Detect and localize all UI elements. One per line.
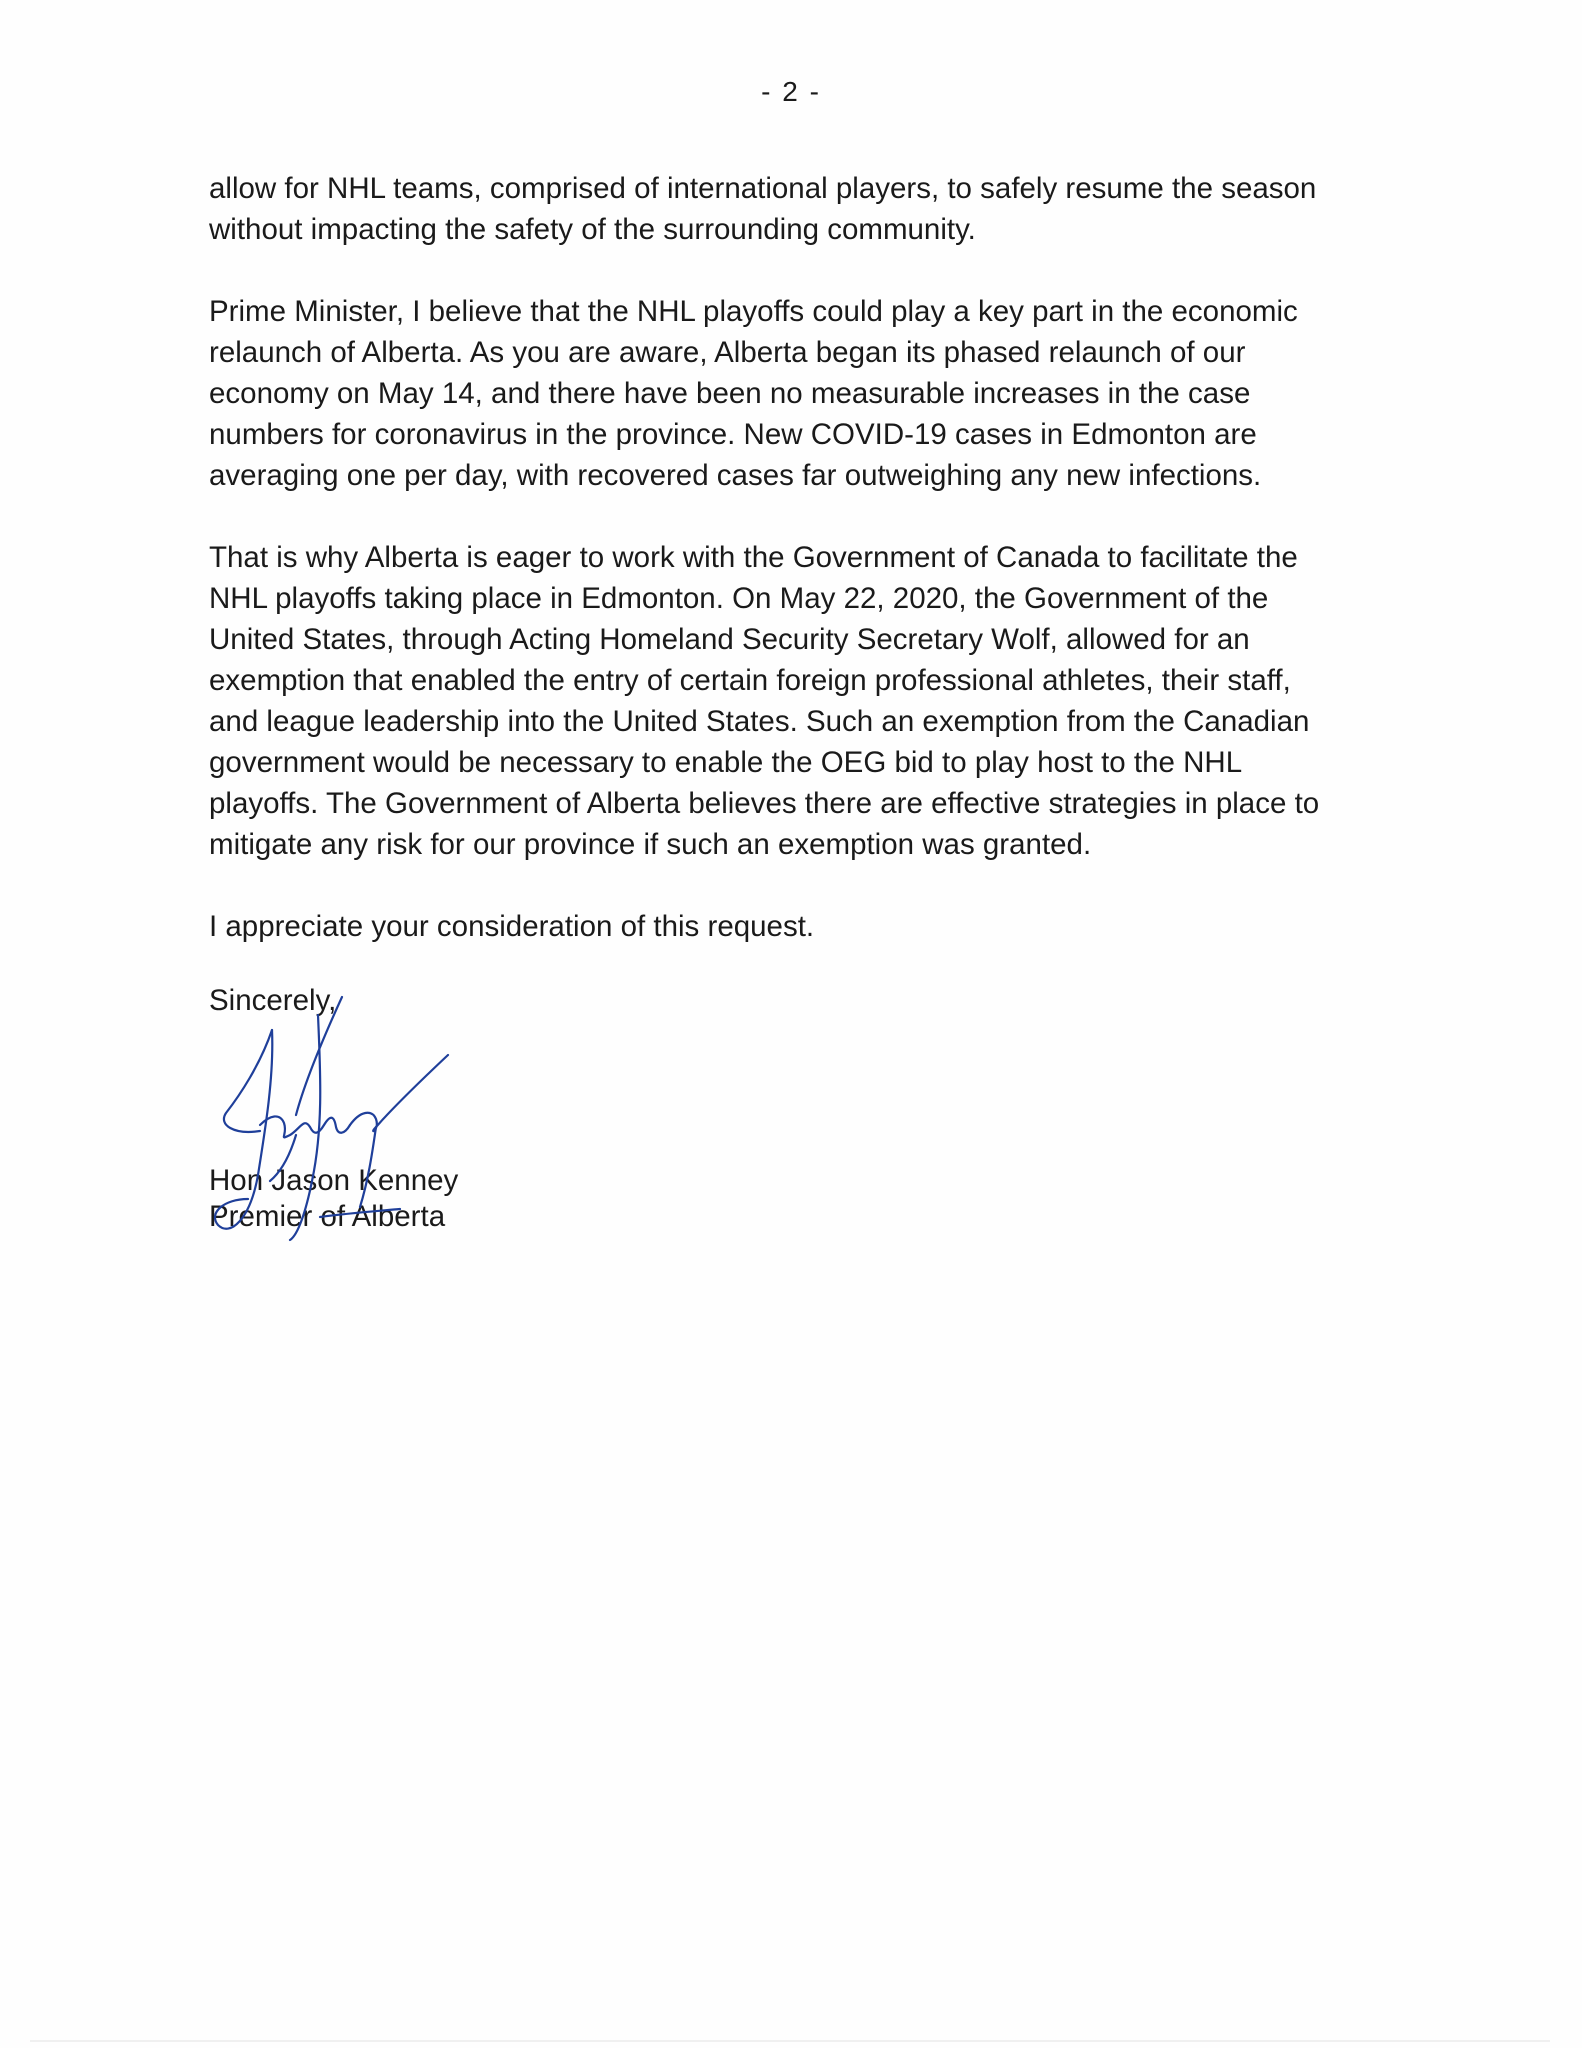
paragraph-line: government would be necessary to enable the OEG bid to play host to the NHL [209, 746, 1243, 779]
paragraph-line: exemption that enabled the entry of certain foreign professional athletes, their staff, [209, 664, 1291, 697]
paragraph-line: allow for NHL teams, comprised of international players, to safely resume the season [209, 172, 1317, 205]
paragraph-line: averaging one per day, with recovered cases far outweighing any new infections. [209, 459, 1262, 492]
paragraph-line: playoffs. The Government of Alberta believes there are effective strategies in place to [209, 787, 1320, 820]
paragraph-1 [209, 168, 1409, 250]
paragraph-line: NHL playoffs taking place in Edmonton. On May 22, 2020, the Government of the [209, 582, 1269, 615]
page-bottom-edge [30, 2040, 1550, 2042]
paragraph-line: economy on May 14, and there have been no measurable increases in the case [209, 377, 1251, 410]
paragraph-line: That is why Alberta is eager to work with the Government of Canada to facilitate the [209, 541, 1298, 574]
handwritten-signature [200, 985, 480, 1255]
paragraph-line: relaunch of Alberta. As you are aware, Alberta began its phased relaunch of our [209, 336, 1246, 369]
paragraph-line: numbers for coronavirus in the province. New COVID-19 cases in Edmonton are [209, 418, 1257, 451]
paragraph-line: and league leadership into the United States. Such an exemption from the Canadian [209, 705, 1310, 738]
paragraph-line: mitigate any risk for our province if such an exemption was granted. [209, 828, 1092, 861]
letter-body [209, 168, 1409, 988]
paragraph-line: I appreciate your consideration of this request. [209, 910, 815, 943]
page-number: - 2 - [761, 76, 821, 107]
paragraph-4 [209, 906, 1409, 947]
signatory-name: Hon Jason Kenney [209, 1164, 459, 1197]
paragraph-3 [209, 537, 1409, 865]
signatory-title: Premier of Alberta [209, 1200, 446, 1233]
paragraph-2 [209, 291, 1409, 496]
closing-salutation: Sincerely, [209, 984, 337, 1017]
paragraph-line: Prime Minister, I believe that the NHL playoffs could play a key part in the economic [209, 295, 1298, 328]
paragraph-line: United States, through Acting Homeland Security Secretary Wolf, allowed for an [209, 623, 1250, 656]
paragraph-line: without impacting the safety of the surrounding community. [209, 213, 976, 246]
